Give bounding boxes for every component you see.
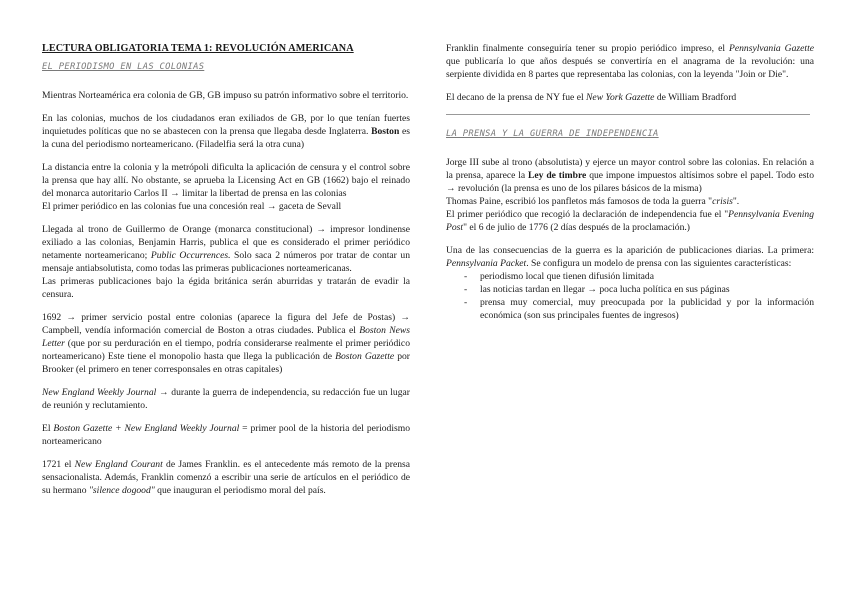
paragraph-ny-gazette: El decano de la prensa de NY fue el New York Gazette de William Bradford [446,92,737,103]
section-heading-war: LA PRENSA Y LA GUERRA DE INDEPENDENCIA [446,129,659,139]
paragraph-weekly-journal: New England Weekly Journal → durante la guerra de independencia, su redacción fue un lugar de reunión y reclutamiento. [42,387,410,411]
left-column [42,42,410,507]
paragraph-orange: Llegada al trono de Guillermo de Orange (monarca constitucional) → impresor londinense exiliado a las colonias, Benjamin Harris, publica el que es considerado el primer periódico netamente norteamericano; Public Occurrences. Solo saca 2 números por tratar de contar un mensaje antiabsolutista, como todas las primeras publicaciones norteamericanas. Las primeras publicaciones bajo la égida británica serán aburridas y tratarán de evadir la censura. [42,224,410,300]
section-heading-colonies: EL PERIODISMO EN LAS COLONIAS [42,62,205,72]
document-title: LECTURA OBLIGATORIA TEMA 1: REVOLUCIÓN AMERICANA [42,43,354,54]
paragraph-daily-publications: Una de las consecuencias de la guerra es la aparición de publicaciones diarias. La primera: Pennsylvania Packet. Se configura un modelo de prensa con las siguientes características: [446,245,814,269]
list-item: - las noticias tardan en llegar → poca lucha política en sus páginas [446,283,814,296]
characteristics-list [446,270,814,322]
bold-ley-de-timbre: Ley de timbre [528,170,587,181]
paragraph-postal: 1692 → primer servicio postal entre colonias (aparece la figura del Jefe de Postas) → Campbell, vendía información comercial de Boston a otras ciudades. Publica el Boston News Letter (que por su perduración en el tiempo, podría considerarse realmente el primer periódico norteamericano) Este tiene el monopolio hasta que llega la publicación de Boston Gazette por Brooker (el primero en tener corresponsales en otras capitales) [42,312,410,375]
paragraph-courant: 1721 el New England Courant de James Franklin. es el antecedente más remoto de la prensa sensacionalista. Además, Franklin comenzó a escribir una serie de artículos en el periódico de su hermano "silence dogood" que inauguran el periodismo moral del país. [42,459,410,496]
paragraph-colonies: En las colonias, muchos de los ciudadanos eran exiliados de GB, por lo que tenían fuertes inquietudes políticas que no se abastecen con la prensa que llegaba desde Inglaterra. Boston es la cuna del periodismo norteamericano. (Filadelfia será la otra cuna) [42,113,410,150]
right-column [446,42,814,322]
paragraph-jorge-iii: Jorge III sube al trono (absolutista) y ejerce un mayor control sobre las colonias. En relación a la prensa, aparece la Ley de timbre que impone impuestos altísimos sobre el papel. Todo esto → revolución (la prensa es uno de los pilares básicos de la misma) Thomas Paine, escribió los panfletos más famosos de toda la guerra "crisis". El primer periódico que recogió la declaración de independencia fue el "Pennsylvania Evening Post" el 6 de julio de 1776 (2 días después de la proclamación.) [446,157,814,233]
paragraph-franklin: Franklin finalmente conseguiría tener su propio periódico impreso, el Pennsylvania Gazette que publicaría lo que años después se convertiría en el anagrama de la revolución: una serpiente dividida en 8 partes que representaba las colonias, con la leyenda "Join or Die". [446,43,814,80]
paragraph-pool: El Boston Gazette + New England Weekly Journal = primer pool de la historia del periodismo norteamericano [42,423,410,447]
paragraph-intro: Mientras Norteamérica era colonia de GB, GB impuso su patrón informativo sobre el territorio. [42,90,409,101]
bold-boston: Boston [371,126,400,137]
list-item: - periodismo local que tienen difusión limitada [446,270,814,283]
horizontal-divider [446,114,810,115]
list-item: - prensa muy comercial, muy preocupada por la publicidad y por la información económica (son sus principales fuentes de ingresos) [446,296,814,322]
paragraph-censorship: La distancia entre la colonia y la metrópoli dificulta la aplicación de censura y el control sobre la prensa que hay allí. No obstante, se aprueba la Licensing Act en GB (1662) bajo el reinado del monarca autoritario Carlos II → limitar la libertad de prensa en las colonias El primer periódico en las colonias fue una concesión real → gaceta de Sevall [42,162,410,212]
